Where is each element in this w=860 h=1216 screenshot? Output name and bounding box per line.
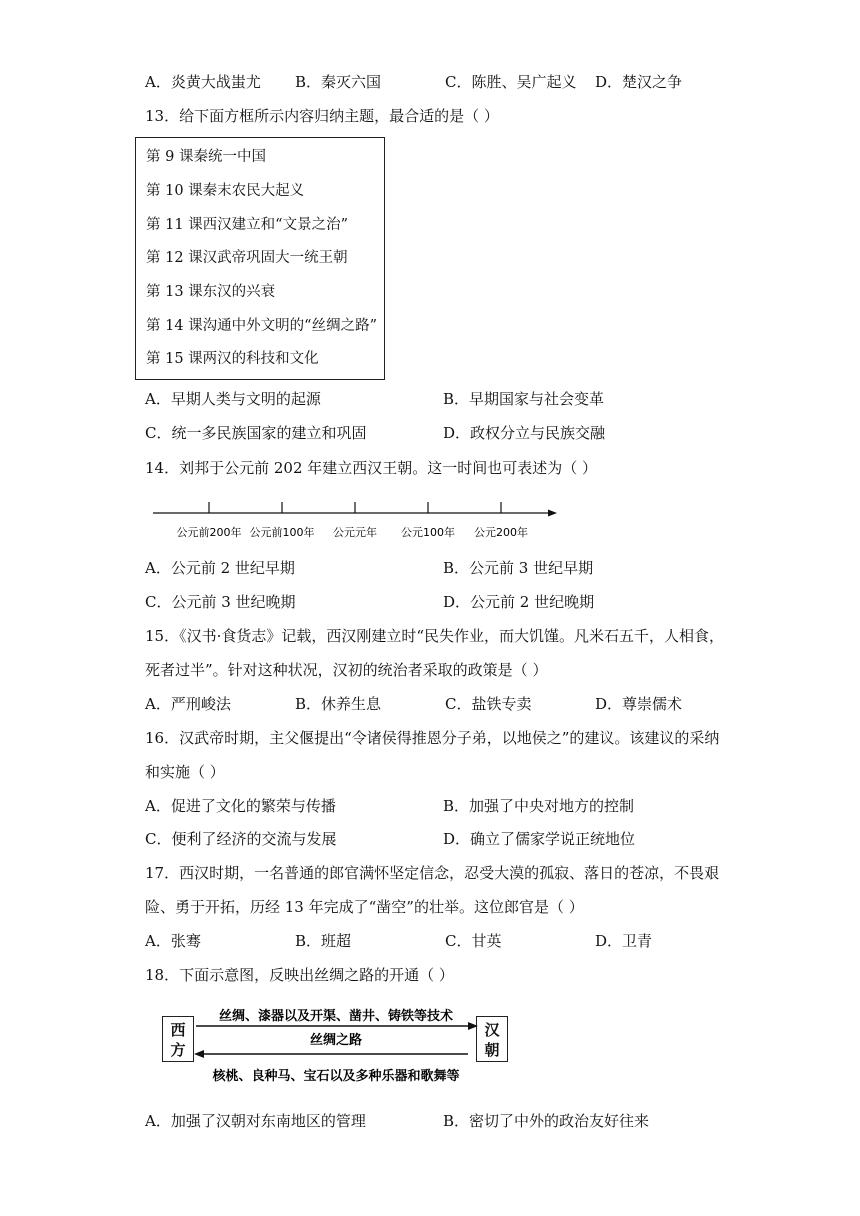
q16-option-a: A．促进了文化的繁荣与传播 [145, 797, 336, 815]
timeline-label: 公元100年 [401, 526, 455, 539]
q16-option-b: B．加强了中央对地方的控制 [443, 797, 635, 815]
q16-option-d: D．确立了儒家学说正统地位 [443, 830, 636, 848]
q12-option-b: B．秦灭六国 [295, 73, 382, 91]
q18-option-b: B．密切了中外的政治友好往来 [443, 1112, 650, 1130]
q15-stem-line2: 死者过半”。针对这种状况，汉初的统治者采取的政策是（ ） [145, 661, 548, 679]
q15-option-b: B．休养生息 [295, 695, 382, 713]
q14-option-d: D．公元前 2 世纪晚期 [443, 593, 595, 611]
q13-box-item: 第 10 课秦末农民大起义 [146, 183, 305, 199]
arrow-right-icon [464, 1021, 478, 1035]
q13-box-item: 第 11 课西汉建立和“文景之治” [146, 217, 348, 233]
q16-option-c: C．便利了经济的交流与发展 [145, 830, 337, 848]
arrow-left-icon [194, 1050, 204, 1058]
q13-box-item: 第 13 课东汉的兴衰 [146, 284, 276, 300]
diagram-middle-text: 丝绸之路 [309, 1033, 363, 1048]
diagram-left-label: 西 方 [170, 1021, 186, 1059]
q17-option-b: B．班超 [295, 932, 352, 950]
diagram-right-box [476, 1016, 508, 1062]
timeline-label: 公元200年 [474, 526, 528, 539]
q15-option-d: D．尊崇儒术 [595, 695, 683, 713]
q16-stem-line2: 和实施（ ） [145, 763, 225, 781]
q17-stem-line2: 险、勇于开拓，历经 13 年完成了“凿空”的壮举。这位郎官是（ ） [145, 898, 584, 916]
timeline-arrow-icon [548, 510, 557, 517]
q12-option-d: D．楚汉之争 [595, 73, 683, 91]
q13-content-box [135, 137, 385, 380]
q14-timeline [145, 492, 565, 544]
q15-option-c: C．盐铁专卖 [445, 695, 532, 713]
q17-option-c: C．甘英 [445, 932, 502, 950]
q18-stem: 18．下面示意图，反映出丝绸之路的开通（ ） [145, 966, 454, 984]
q13-box-item: 第 9 课秦统一中国 [146, 149, 266, 165]
q17-option-d: D．卫青 [595, 932, 653, 950]
q13-stem: 13．给下面方框所示内容归纳主题，最合适的是（ ） [145, 107, 499, 125]
q13-option-a: A．早期人类与文明的起源 [145, 390, 321, 408]
q14-option-b: B．公元前 3 世纪早期 [443, 559, 594, 577]
q12-option-c: C．陈胜、吴广起义 [445, 73, 577, 91]
q13-box-item: 第 15 课两汉的科技和文化 [146, 351, 319, 367]
q13-option-c: C．统一多民族国家的建立和巩固 [145, 424, 367, 442]
q14-stem: 14．刘邦于公元前 202 年建立西汉王朝。这一时间也可表述为（ ） [145, 459, 598, 477]
q14-option-c: C．公元前 3 世纪晚期 [145, 593, 296, 611]
timeline-label: 公元元年 [333, 526, 377, 539]
q13-box-item: 第 14 课沟通中外文明的“丝绸之路” [146, 318, 377, 334]
q17-option-a: A．张骞 [145, 932, 201, 950]
q16-stem-line1: 16．汉武帝时期，主父偃提出“令诸侯得推恩分子弟，以地侯之”的建议。该建议的采纳 [145, 729, 720, 747]
diagram-top-text: 丝绸、漆器以及开渠、凿井、铸铁等技术 [218, 1009, 454, 1024]
q15-stem-line1: 15．《汉书·食货志》记载，西汉刚建立时“民失作业，而大饥馑。凡米石五千，人相食， [145, 627, 725, 645]
q18-silk-road-diagram [192, 1000, 480, 1086]
q12-option-a: A．炎黄大战蚩尤 [145, 73, 261, 91]
timeline-label: 公元前100年 [249, 526, 315, 539]
diagram-left-box [162, 1016, 194, 1062]
q15-option-a: A．严刑峻法 [145, 695, 231, 713]
q13-option-b: B．早期国家与社会变革 [443, 390, 605, 408]
q14-option-a: A．公元前 2 世纪早期 [145, 559, 295, 577]
timeline-label: 公元前200年 [176, 526, 242, 539]
q13-box-item: 第 12 课汉武帝巩固大一统王朝 [146, 250, 348, 266]
diagram-right-label: 汉 朝 [484, 1021, 500, 1059]
q17-stem-line1: 17．西汉时期，一名普通的郎官满怀坚定信念，忍受大漠的孤寂、落日的苍凉，不畏艰 [145, 864, 720, 882]
diagram-bottom-text: 核桃、良种马、宝石以及多种乐器和歌舞等 [212, 1069, 460, 1084]
q13-option-d: D．政权分立与民族交融 [443, 424, 606, 442]
q18-option-a: A．加强了汉朝对东南地区的管理 [145, 1112, 366, 1130]
